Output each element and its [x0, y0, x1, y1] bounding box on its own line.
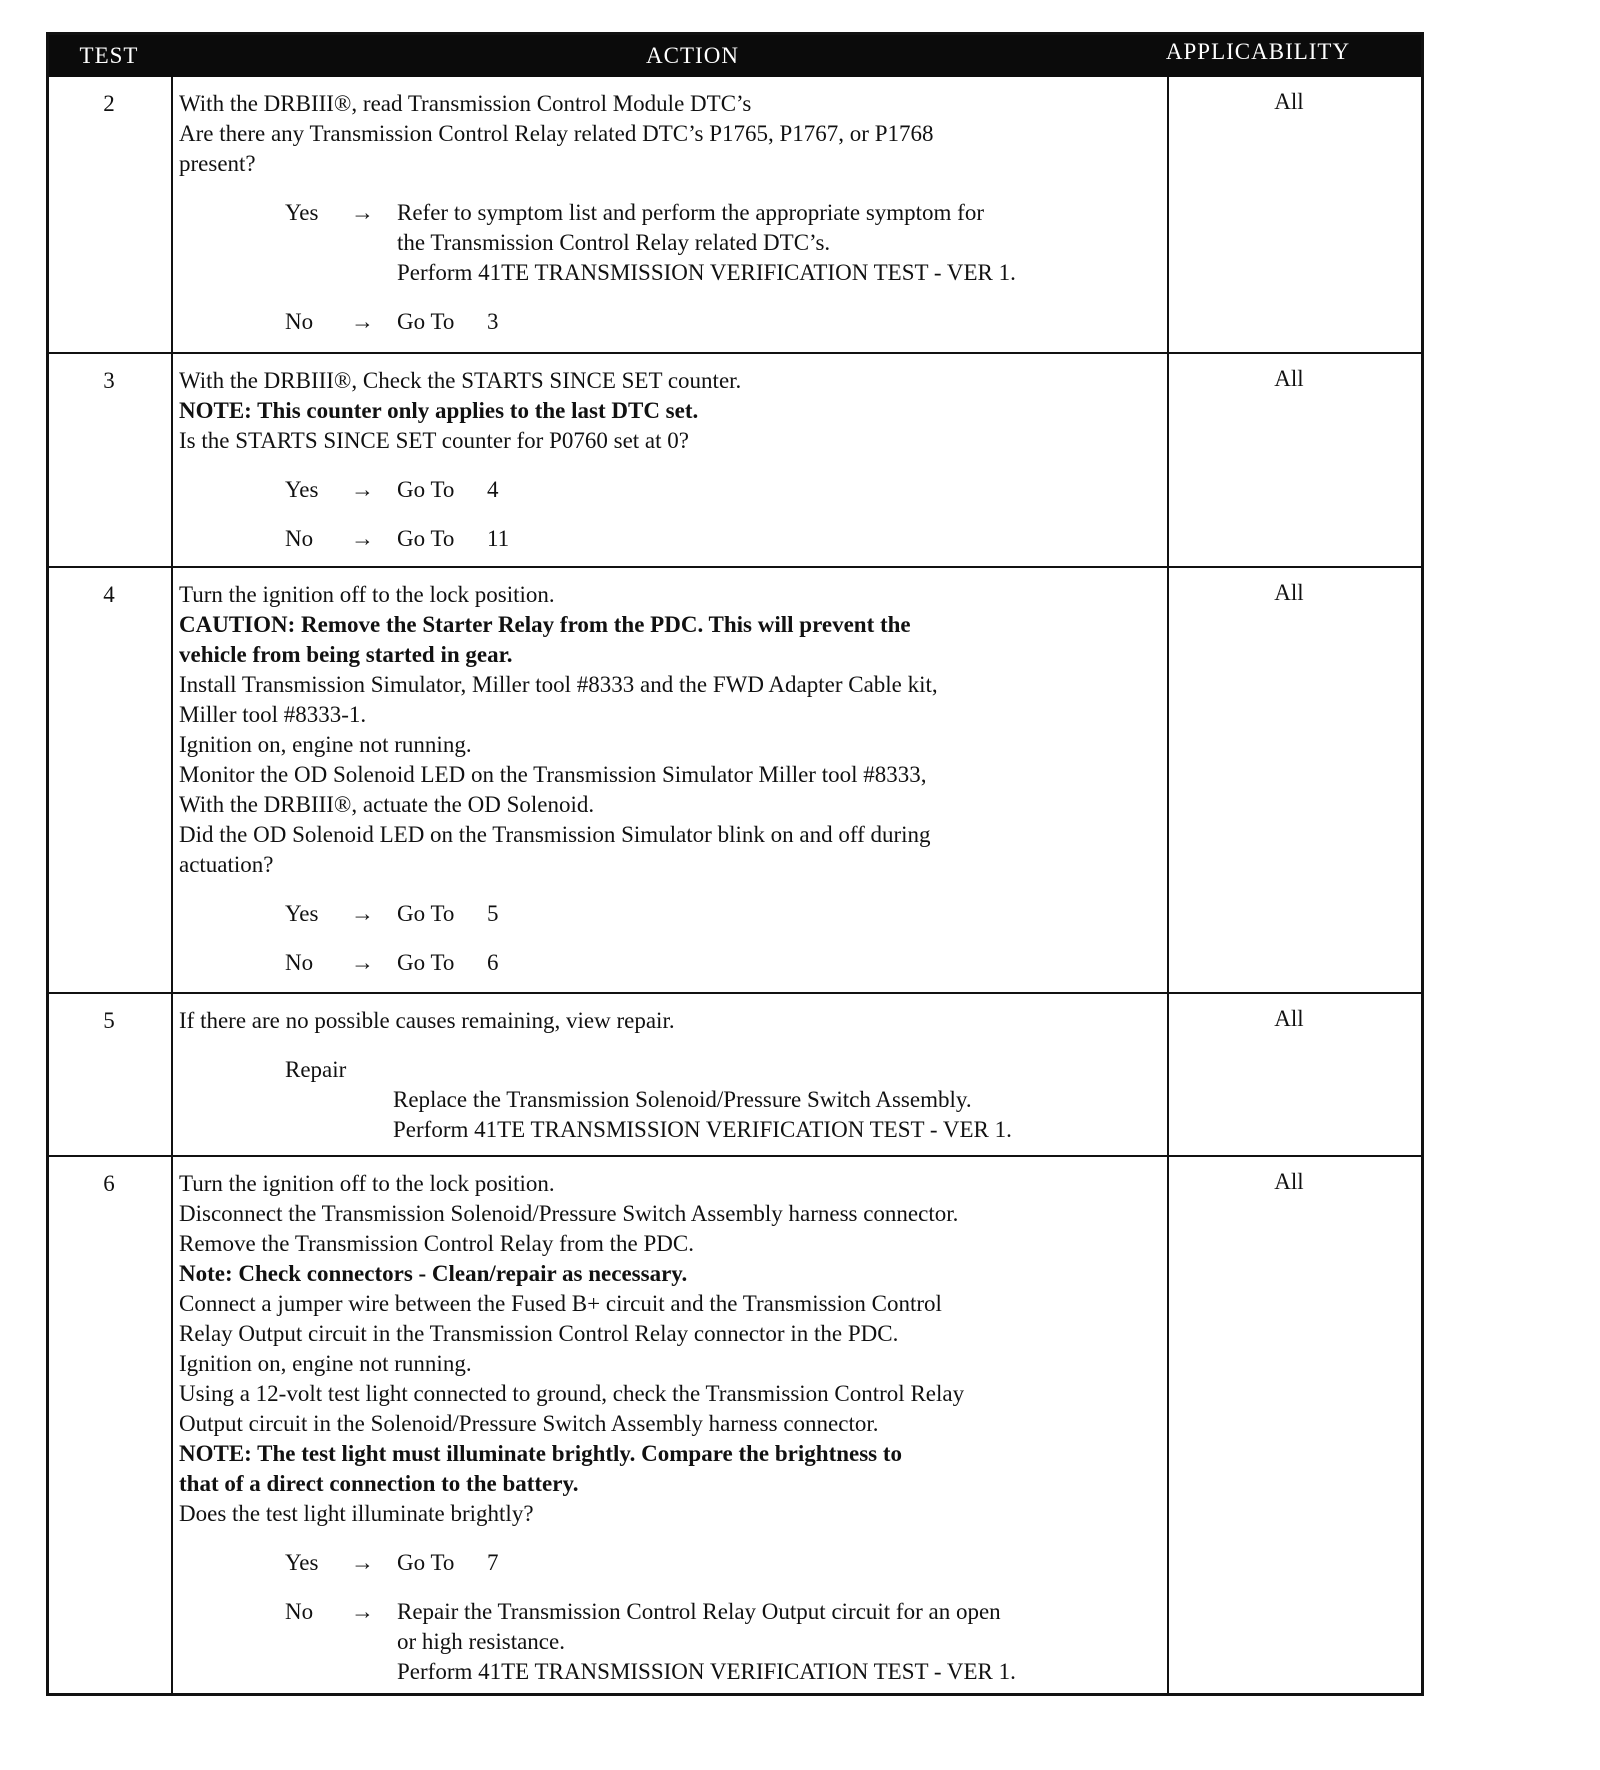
header-applicability: APPLICABILITY: [1165, 39, 1351, 64]
action-line: Did the OD Solenoid LED on the Transmission Simulator blink on and off during: [179, 822, 931, 847]
applicability-value: All: [1274, 580, 1304, 605]
action-line: Ignition on, engine not running.: [179, 1351, 472, 1376]
action-line: Install Transmission Simulator, Miller tool #8333 and the FWD Adapter Cable kit,: [179, 672, 938, 697]
result-line: Perform 41TE TRANSMISSION VERIFICATION TEST - VER 1.: [397, 1659, 1016, 1684]
yes-option: [179, 1548, 1159, 1578]
action-text: [179, 580, 1159, 978]
table-row: [49, 1155, 1421, 1693]
yes-label: Yes: [285, 901, 319, 926]
result-line: Refer to symptom list and perform the appropriate symptom for: [397, 200, 985, 225]
goto-label: Go To: [397, 950, 455, 975]
yes-option: [179, 198, 1159, 288]
goto-label: Go To: [397, 309, 455, 334]
test-number: 2: [103, 91, 115, 116]
note-line: Note: Check connectors - Clean/repair as necessary.: [179, 1261, 688, 1286]
header-test: TEST: [79, 43, 139, 68]
applicability-value: All: [1274, 1006, 1304, 1031]
goto-number: 6: [487, 950, 499, 975]
goto-label: Go To: [397, 901, 455, 926]
table-header: [49, 35, 1421, 77]
goto-number: 7: [487, 1550, 499, 1575]
caution-line: vehicle from being started in gear.: [179, 642, 513, 667]
applicability-value: All: [1274, 89, 1304, 114]
result-line: or high resistance.: [397, 1629, 565, 1654]
arrow-icon: →: [351, 950, 374, 975]
caution-line: CAUTION: Remove the Starter Relay from the PDC. This will prevent the: [179, 612, 911, 637]
yes-option: [179, 475, 1159, 505]
yes-option: [179, 899, 1159, 929]
action-line: Does the test light illuminate brightly?: [179, 1501, 534, 1526]
action-text: [179, 366, 1159, 554]
table-row: [49, 992, 1421, 1155]
action-line: actuation?: [179, 852, 274, 877]
goto-label: Go To: [397, 477, 455, 502]
goto-number: 11: [487, 526, 510, 551]
arrow-icon: →: [351, 1550, 374, 1575]
no-option: [179, 524, 1159, 554]
applicability-value: All: [1274, 366, 1304, 391]
applicability-value: All: [1274, 1169, 1304, 1194]
goto-label: Go To: [397, 1550, 455, 1575]
action-line: Are there any Transmission Control Relay related DTC’s P1765, P1767, or P1768: [179, 121, 934, 146]
diagnostic-test-table: [46, 32, 1424, 1696]
no-option: [179, 1597, 1159, 1687]
action-line: present?: [179, 151, 256, 176]
action-line: Output circuit in the Solenoid/Pressure Switch Assembly harness connector.: [179, 1411, 879, 1436]
action-line: Connect a jumper wire between the Fused B+ circuit and the Transmission Control: [179, 1291, 942, 1316]
action-line: With the DRBIII®, Check the STARTS SINCE SET counter.: [179, 368, 742, 393]
yes-result: [397, 198, 1159, 288]
no-label: No: [285, 1599, 314, 1624]
action-line: Turn the ignition off to the lock position.: [179, 582, 555, 607]
action-line: With the DRBIII®, actuate the OD Solenoid.: [179, 792, 595, 817]
yes-label: Yes: [285, 200, 319, 225]
arrow-icon: →: [351, 901, 374, 926]
arrow-icon: →: [351, 526, 374, 551]
no-label: No: [285, 309, 314, 334]
arrow-icon: →: [351, 1599, 374, 1624]
goto-label: Go To: [397, 526, 455, 551]
action-line: Using a 12-volt test light connected to ground, check the Transmission Control Relay: [179, 1381, 965, 1406]
test-number: 4: [103, 582, 115, 607]
action-line: Miller tool #8333-1.: [179, 702, 367, 727]
test-number: 5: [103, 1008, 115, 1033]
table-row: [49, 77, 1421, 352]
no-result: [397, 1597, 1159, 1687]
action-line: Disconnect the Transmission Solenoid/Pressure Switch Assembly harness connector.: [179, 1201, 959, 1226]
action-text: [179, 1169, 1159, 1687]
note-line: that of a direct connection to the battery.: [179, 1471, 579, 1496]
action-line: Monitor the OD Solenoid LED on the Transmission Simulator Miller tool #8333,: [179, 762, 927, 787]
repair-line: Perform 41TE TRANSMISSION VERIFICATION TEST - VER 1.: [393, 1117, 1012, 1142]
action-line: Is the STARTS SINCE SET counter for P0760 set at 0?: [179, 428, 689, 453]
action-line: If there are no possible causes remaining, view repair.: [179, 1008, 675, 1033]
goto-number: 4: [487, 477, 499, 502]
arrow-icon: →: [351, 309, 374, 334]
repair-label: Repair: [285, 1057, 347, 1082]
action-text: [179, 1006, 1159, 1145]
no-label: No: [285, 526, 314, 551]
goto-number: 3: [487, 309, 499, 334]
note-line: NOTE: The test light must illuminate brightly. Compare the brightness to: [179, 1441, 903, 1466]
action-line: Remove the Transmission Control Relay from the PDC.: [179, 1231, 694, 1256]
no-label: No: [285, 950, 314, 975]
no-option: [179, 307, 1159, 337]
repair-line: Replace the Transmission Solenoid/Pressure Switch Assembly.: [393, 1087, 972, 1112]
goto-number: 5: [487, 901, 499, 926]
test-number: 6: [103, 1171, 115, 1196]
result-line: the Transmission Control Relay related DTC’s.: [397, 230, 831, 255]
action-text: [179, 89, 1159, 337]
action-line: Ignition on, engine not running.: [179, 732, 472, 757]
result-line: Repair the Transmission Control Relay Output circuit for an open: [397, 1599, 1001, 1624]
header-action: ACTION: [646, 43, 739, 68]
table-row: [49, 352, 1421, 566]
result-line: Perform 41TE TRANSMISSION VERIFICATION TEST - VER 1.: [397, 260, 1016, 285]
table-row: [49, 566, 1421, 992]
arrow-icon: →: [351, 200, 374, 225]
test-number: 3: [103, 368, 115, 393]
action-line: Relay Output circuit in the Transmission Control Relay connector in the PDC.: [179, 1321, 899, 1346]
action-line: Turn the ignition off to the lock position.: [179, 1171, 555, 1196]
action-line: With the DRBIII®, read Transmission Control Module DTC’s: [179, 91, 752, 116]
note-line: NOTE: This counter only applies to the last DTC set.: [179, 398, 699, 423]
yes-label: Yes: [285, 477, 319, 502]
arrow-icon: →: [351, 477, 374, 502]
yes-label: Yes: [285, 1550, 319, 1575]
no-option: [179, 948, 1159, 978]
